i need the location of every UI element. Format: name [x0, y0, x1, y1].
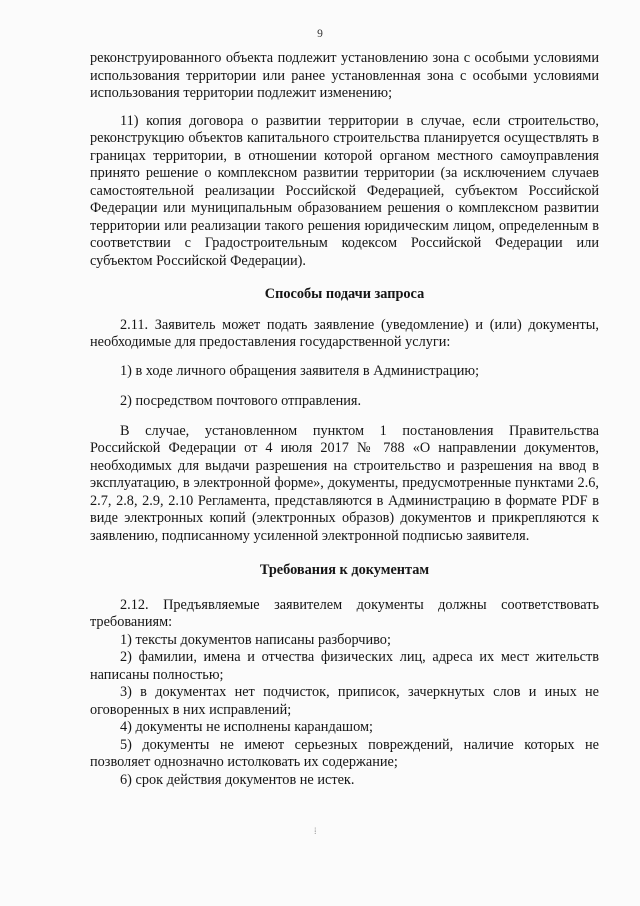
paragraph-2-11: 2.11. Заявитель может подать заявление (уведомление) и (или) документы, необходимые для предоставления государственной услуги: — [90, 316, 599, 350]
requirement-item-3: 3) в документах нет подчисток, приписок, зачеркнутых слов и иных не оговоренных в них исправлений; — [90, 684, 599, 718]
requirement-item-4: 4) документы не исполнены карандашом; — [120, 719, 373, 735]
scan-artifact-mark: ⁞ — [314, 826, 317, 836]
requirement-item-1: 1) тексты документов написаны разборчиво; — [120, 631, 391, 648]
requirement-item-2: 2) фамилии, имена и отчества физических лиц, адреса их мест жительств написаны полностью; — [90, 649, 599, 683]
requirement-item-6: 6) срок действия документов не истек. — [120, 771, 355, 788]
paragraph-item-11: 11) копия договора о развитии территории в случае, если строительство, реконструкцию объектов капитального строительства планируется осуществлять в границах территории, в отношении которой органом местного самоуправления принято решение о комплексном развитии территории (за исключением случаев самостоятельной реализации Российской Федерацией, субъектом Российской Федерации или муниципальным образованием решения о комплексном развитии территории или реализации такого решения юридическим лицом, определенным в соответствии с Градостроительным кодексом Российской Федерации или субъектом Российской Федерации). — [90, 112, 599, 269]
requirements-list — [90, 632, 599, 790]
paragraph-2-12: 2.12. Предъявляемые заявителем документы должны соответствовать требованиям: — [90, 596, 599, 630]
paragraph-electronic-form: В случае, установленном пунктом 1 постановления Правительства Российской Федерации от 4 июля 2017 № 788 «О направлении документов, необходимых для выдачи разрешения на строительство и разрешения на ввод в эксплуатацию, в электронной форме», документы, предусмотренные пунктами 2.6, 2.7, 2.8, 2.9, 2.10 Регламента, представляются в Администрацию в формате PDF в виде электронных копий (электронных образов) документов и прикрепляются к заявлению, подписанному усиленной электронной подписью заявителя. — [90, 422, 599, 544]
submission-method-2: 2) посредством почтового отправления. — [120, 393, 362, 409]
section-heading-submission-methods: Способы подачи запроса — [264, 286, 425, 302]
requirement-item-5: 5) документы не имеют серьезных повреждений, наличие которых не позволяет однозначно истолковать их содержание; — [90, 736, 599, 770]
paragraph-continuation: реконструированного объекта подлежит установлению зона с особыми условиями использования территории или ранее установленная зона с особыми условиями использования территории подлежит изменению; — [90, 50, 599, 101]
document-body — [90, 50, 599, 789]
page-number: 9 — [317, 28, 323, 40]
submission-method-1: 1) в ходе личного обращения заявителя в Администрацию; — [120, 362, 480, 379]
section-heading-document-requirements: Требования к документам — [259, 562, 430, 578]
